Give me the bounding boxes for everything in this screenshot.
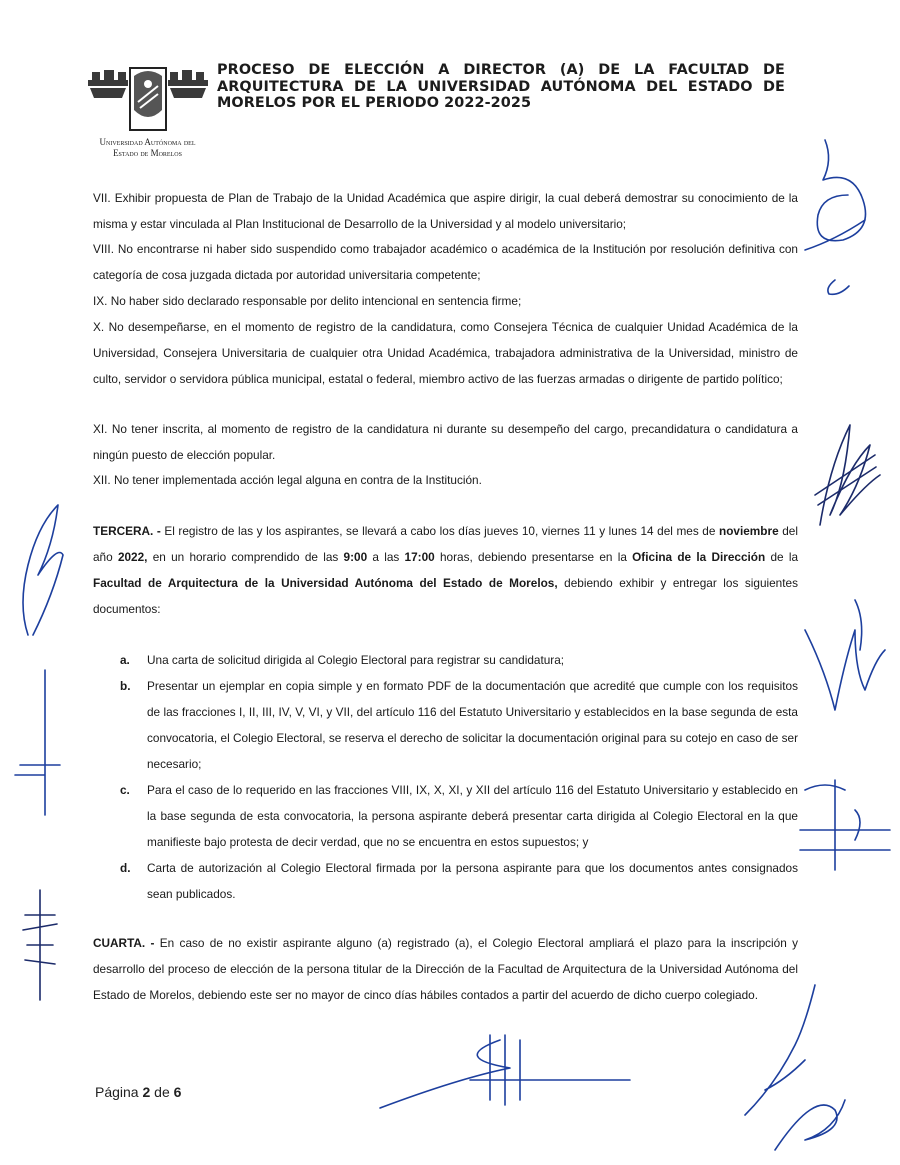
clause-text: El registro de las y los aspirantes, se llevará a cabo los días jueves 10, viernes 11 y lunes 14 del mes de xyxy=(160,524,719,538)
clause-cuarta xyxy=(93,930,798,1008)
clause-text: horas, debiendo presentarse en la xyxy=(434,550,633,564)
list-marker: c. xyxy=(120,783,130,797)
list-item-text: Una carta de solicitud dirigida al Colegio Electoral para registrar su candidatura; xyxy=(147,653,565,667)
institution-name-line1: Universidad Autónoma del xyxy=(99,137,196,147)
clause-cuarta-heading: CUARTA. - xyxy=(93,936,155,950)
clause-text: de la xyxy=(765,550,799,564)
clause-bold: Facultad de Arquitectura de la Universidad Autónoma del Estado de Morelos, xyxy=(93,576,558,590)
fraction-xi: XI. No tener inscrita, al momento de registro de la candidatura ni durante su desempeño del cargo, precandidatura o candidatura a ningún puesto de elección popular. xyxy=(93,422,798,462)
signature-left-2 xyxy=(10,665,70,820)
list-item-text: Para el caso de lo requerido en las fracciones VIII, IX, X, XI, y XII del artículo 116 del Estatuto Universitario y establecido en la base segunda de esta convocatoria, la persona aspirante deberá presentar carta dirigida al Colegio Electoral en la que manifieste bajo protesta de decir verdad, que no se encuentra en estos supuestos; y xyxy=(147,783,798,849)
institution-name xyxy=(80,137,215,159)
page-total: 6 xyxy=(173,1084,182,1100)
clause-bold: noviembre xyxy=(719,524,779,538)
required-documents-list xyxy=(120,647,798,907)
clause-text: debiendo exhibir y entregar los siguientes documentos: xyxy=(93,576,798,616)
clause-bold: Oficina de la Dirección xyxy=(632,550,766,564)
clause-text: en un horario comprendido de las xyxy=(147,550,344,564)
clause-tercera xyxy=(93,518,798,622)
page-current: 2 xyxy=(142,1084,151,1100)
fraction-vii: VII. Exhibir propuesta de Plan de Trabajo de la Unidad Académica que aspire dirigir, la cual deberá demostrar su conocimiento de la misma y estar vinculada al Plan Institucional de Desarrollo de la Universidad y al modelo universitario; xyxy=(93,191,798,231)
clause-bold: 2022, xyxy=(117,550,148,564)
list-item-text: Carta de autorización al Colegio Electoral firmada por la persona aspirante para que los documentos antes consignados sean publicados. xyxy=(147,861,798,901)
list-marker: a. xyxy=(120,653,130,667)
clause-text: En caso de no existir aspirante alguno (a) registrado (a), el Colegio Electoral ampliará el plazo para la inscripción y desarrollo del proceso de elección de la persona titular de la Dirección de la Facultad de Arquitectura de la Universidad Autónoma del Estado de Morelos, debiendo este ser no mayor de cinco días hábiles contados a partir del acuerdo de dicho cuerpo colegiado. xyxy=(93,936,798,1002)
list-item xyxy=(120,647,798,673)
fraction-ix: IX. No haber sido declarado responsable por delito intencional en sentencia firme; xyxy=(93,294,522,308)
page-number xyxy=(95,1084,181,1100)
list-item xyxy=(120,777,798,855)
fraction-viii: VIII. No encontrarse ni haber sido suspendido como trabajador académico o académica de la Institución por resolución definitiva con categoría de cosa juzgada dictada por autoridad universitaria competente; xyxy=(93,242,798,282)
list-item xyxy=(120,855,798,907)
signature-right-mid3 xyxy=(795,770,895,880)
clause-text: a las xyxy=(367,550,405,564)
signature-right-mid2 xyxy=(795,580,895,720)
clause-bold: 17:00 xyxy=(404,550,435,564)
clause-tercera-heading: TERCERA. - xyxy=(93,524,161,538)
fraction-x: X. No desempeñarse, en el momento de registro de la candidatura, como Consejera Técnica de cualquier Unidad Académica de la Universidad, Consejera Universitaria de cualquier otra Unidad Académica, trabajadora administrativa de la Universidad, ministro de culto, servidor o servidora pública municipal, estatal o federal, miembro activo de las fuerzas armadas o dirigente de partido político; xyxy=(93,320,798,386)
page-of: de xyxy=(154,1084,170,1100)
clause-text: del año xyxy=(93,524,798,564)
list-marker: b. xyxy=(120,679,131,693)
signature-right-top xyxy=(795,130,890,300)
signature-bottom-center xyxy=(370,1020,640,1120)
signature-left-3 xyxy=(15,885,65,1005)
document-title: PROCESO DE ELECCIÓN A DIRECTOR (A) DE LA FACULTAD DE ARQUITECTURA DE LA UNIVERSIDAD AUTÓNOMA DEL ESTADO DE MORELOS POR EL PERIODO 2022-2025 xyxy=(217,62,785,111)
fraction-xii: XII. No tener implementada acción legal alguna en contra de la Institución. xyxy=(93,473,482,487)
page-label: Página xyxy=(95,1084,139,1100)
list-item xyxy=(120,673,798,777)
university-seal-logo xyxy=(84,62,212,136)
institution-name-line2: Estado de Morelos xyxy=(113,148,182,158)
clause-bold: 9:00 xyxy=(343,550,368,564)
list-item-text: Presentar un ejemplar en copia simple y en formato PDF de la documentación que acredité que cumple con los requisitos de las fracciones I, II, III, IV, V, VI, y VII, del artículo 116 del Estatuto Universitario y establecidos en la base segunda de esta convocatoria, el Colegio Electoral, se reserva el derecho de solicitar la documentación original para su cotejo en caso de ser necesario; xyxy=(147,679,798,771)
list-marker: d. xyxy=(120,861,131,875)
signature-right-bottom xyxy=(735,980,865,1160)
signature-right-mid1 xyxy=(810,395,890,540)
signature-left-1 xyxy=(8,495,73,645)
